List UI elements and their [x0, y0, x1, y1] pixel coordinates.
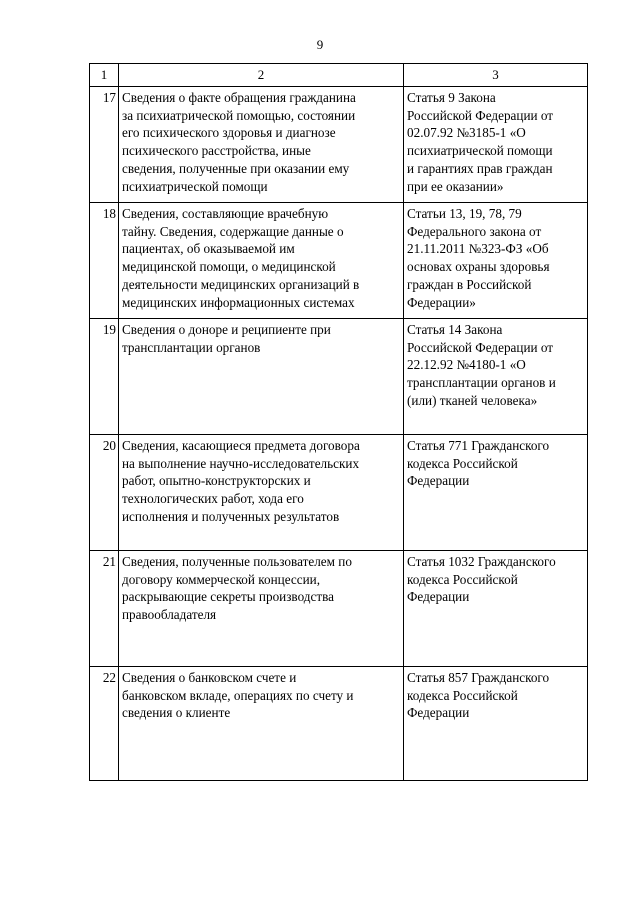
- info-cell: [119, 87, 404, 203]
- row-number: 22: [90, 667, 119, 781]
- row-number: 21: [90, 551, 119, 667]
- info-cell: [119, 203, 404, 319]
- info-line: договору коммерческой концессии,: [122, 571, 321, 587]
- info-line: психиатрической помощи: [122, 178, 268, 194]
- table-header-row: [90, 64, 588, 87]
- legal-basis-line: 02.07.92 №3185-1 «О: [407, 125, 526, 141]
- legal-basis-line: Статья 771 Гражданского: [407, 438, 550, 453]
- legal-basis-line: 22.12.92 №4180-1 «О: [407, 357, 526, 373]
- legal-basis-line: Федерации: [407, 705, 470, 721]
- info-line: за психиатрической помощью, состоянии: [122, 107, 356, 123]
- row-number: 19: [90, 319, 119, 435]
- info-line: его психического здоровья и диагнозе: [122, 125, 336, 141]
- legal-basis-line: Российской Федерации от: [407, 107, 554, 123]
- legal-basis-line: при ее оказании»: [407, 178, 504, 194]
- legal-basis-line: Федерации: [407, 589, 470, 605]
- column-header-1: 1: [90, 64, 119, 87]
- table-row: [90, 551, 588, 667]
- legal-basis-cell: [404, 551, 588, 667]
- legal-basis-line: Статья 857 Гражданского: [407, 670, 550, 685]
- legal-basis-line: кодекса Российской: [407, 455, 518, 471]
- info-line: медицинской помощи, о медицинской: [122, 259, 336, 275]
- row-number: 20: [90, 435, 119, 551]
- legal-basis-line: (или) тканей человека»: [407, 392, 538, 408]
- legal-basis-line: Статья 14 Закона: [407, 322, 503, 337]
- legal-basis-line: Статья 9 Закона: [407, 90, 496, 105]
- info-line: технологических работ, хода его: [122, 491, 304, 507]
- info-line: раскрывающие секреты производства: [122, 589, 335, 605]
- info-line: банковском вкладе, операциях по счету и: [122, 687, 354, 703]
- info-line: сведения, полученные при оказании ему: [122, 160, 350, 176]
- info-cell: [119, 551, 404, 667]
- info-line: на выполнение научно-исследовательских: [122, 455, 360, 471]
- legal-basis-line: граждан в Российской: [407, 276, 532, 292]
- legal-basis-cell: [404, 87, 588, 203]
- info-line: Сведения о факте обращения гражданина: [122, 90, 356, 105]
- info-line: психического расстройства, иные: [122, 143, 311, 159]
- table-row: [90, 667, 588, 781]
- legal-basis-line: психиатрической помощи: [407, 143, 553, 159]
- info-line: медицинских информационных системах: [122, 294, 355, 310]
- legal-basis-cell: [404, 203, 588, 319]
- info-line: Сведения, полученные пользователем по: [122, 554, 352, 569]
- table-body: [90, 64, 588, 781]
- table-row: [90, 435, 588, 551]
- legal-basis-cell: [404, 667, 588, 781]
- legal-basis-line: и гарантиях прав граждан: [407, 160, 553, 176]
- info-line: Сведения о доноре и реципиенте при: [122, 322, 331, 337]
- row-number: 17: [90, 87, 119, 203]
- legal-basis-line: кодекса Российской: [407, 571, 518, 587]
- info-line: тайну. Сведения, содержащие данные о: [122, 223, 344, 239]
- info-line: Сведения, касающиеся предмета договора: [122, 438, 360, 453]
- table-row: [90, 319, 588, 435]
- column-header-2: 2: [119, 64, 404, 87]
- info-line: трансплантации органов: [122, 339, 261, 355]
- info-cell: [119, 667, 404, 781]
- table-row: [90, 203, 588, 319]
- info-line: правообладателя: [122, 607, 217, 623]
- legal-basis-line: Статья 1032 Гражданского: [407, 554, 556, 569]
- table-row: [90, 87, 588, 203]
- legal-basis-line: Российской Федерации от: [407, 339, 554, 355]
- legal-basis-table: [89, 63, 588, 781]
- info-line: Сведения, составляющие врачебную: [122, 206, 329, 221]
- legal-basis-cell: [404, 435, 588, 551]
- legal-basis-line: кодекса Российской: [407, 687, 518, 703]
- info-line: исполнения и полученных результатов: [122, 508, 340, 524]
- legal-basis-line: Статьи 13, 19, 78, 79: [407, 206, 522, 221]
- info-cell: [119, 435, 404, 551]
- legal-basis-line: Федерации»: [407, 294, 476, 310]
- info-line: пациентах, об оказываемой им: [122, 241, 295, 257]
- page-number: 9: [316, 37, 324, 52]
- info-line: деятельности медицинских организаций в: [122, 276, 360, 292]
- legal-basis-cell: [404, 319, 588, 435]
- legal-basis-line: основах охраны здоровья: [407, 259, 550, 275]
- column-header-3: 3: [404, 64, 588, 87]
- legal-basis-line: 21.11.2011 №323-ФЗ «Об: [407, 241, 549, 257]
- info-line: работ, опытно-конструкторских и: [122, 473, 311, 489]
- info-line: сведения о клиенте: [122, 705, 231, 721]
- legal-basis-line: Федерации: [407, 473, 470, 489]
- legal-basis-line: трансплантации органов и: [407, 375, 556, 391]
- row-number: 18: [90, 203, 119, 319]
- info-line: Сведения о банковском счете и: [122, 670, 297, 685]
- info-cell: [119, 319, 404, 435]
- legal-basis-line: Федерального закона от: [407, 223, 542, 239]
